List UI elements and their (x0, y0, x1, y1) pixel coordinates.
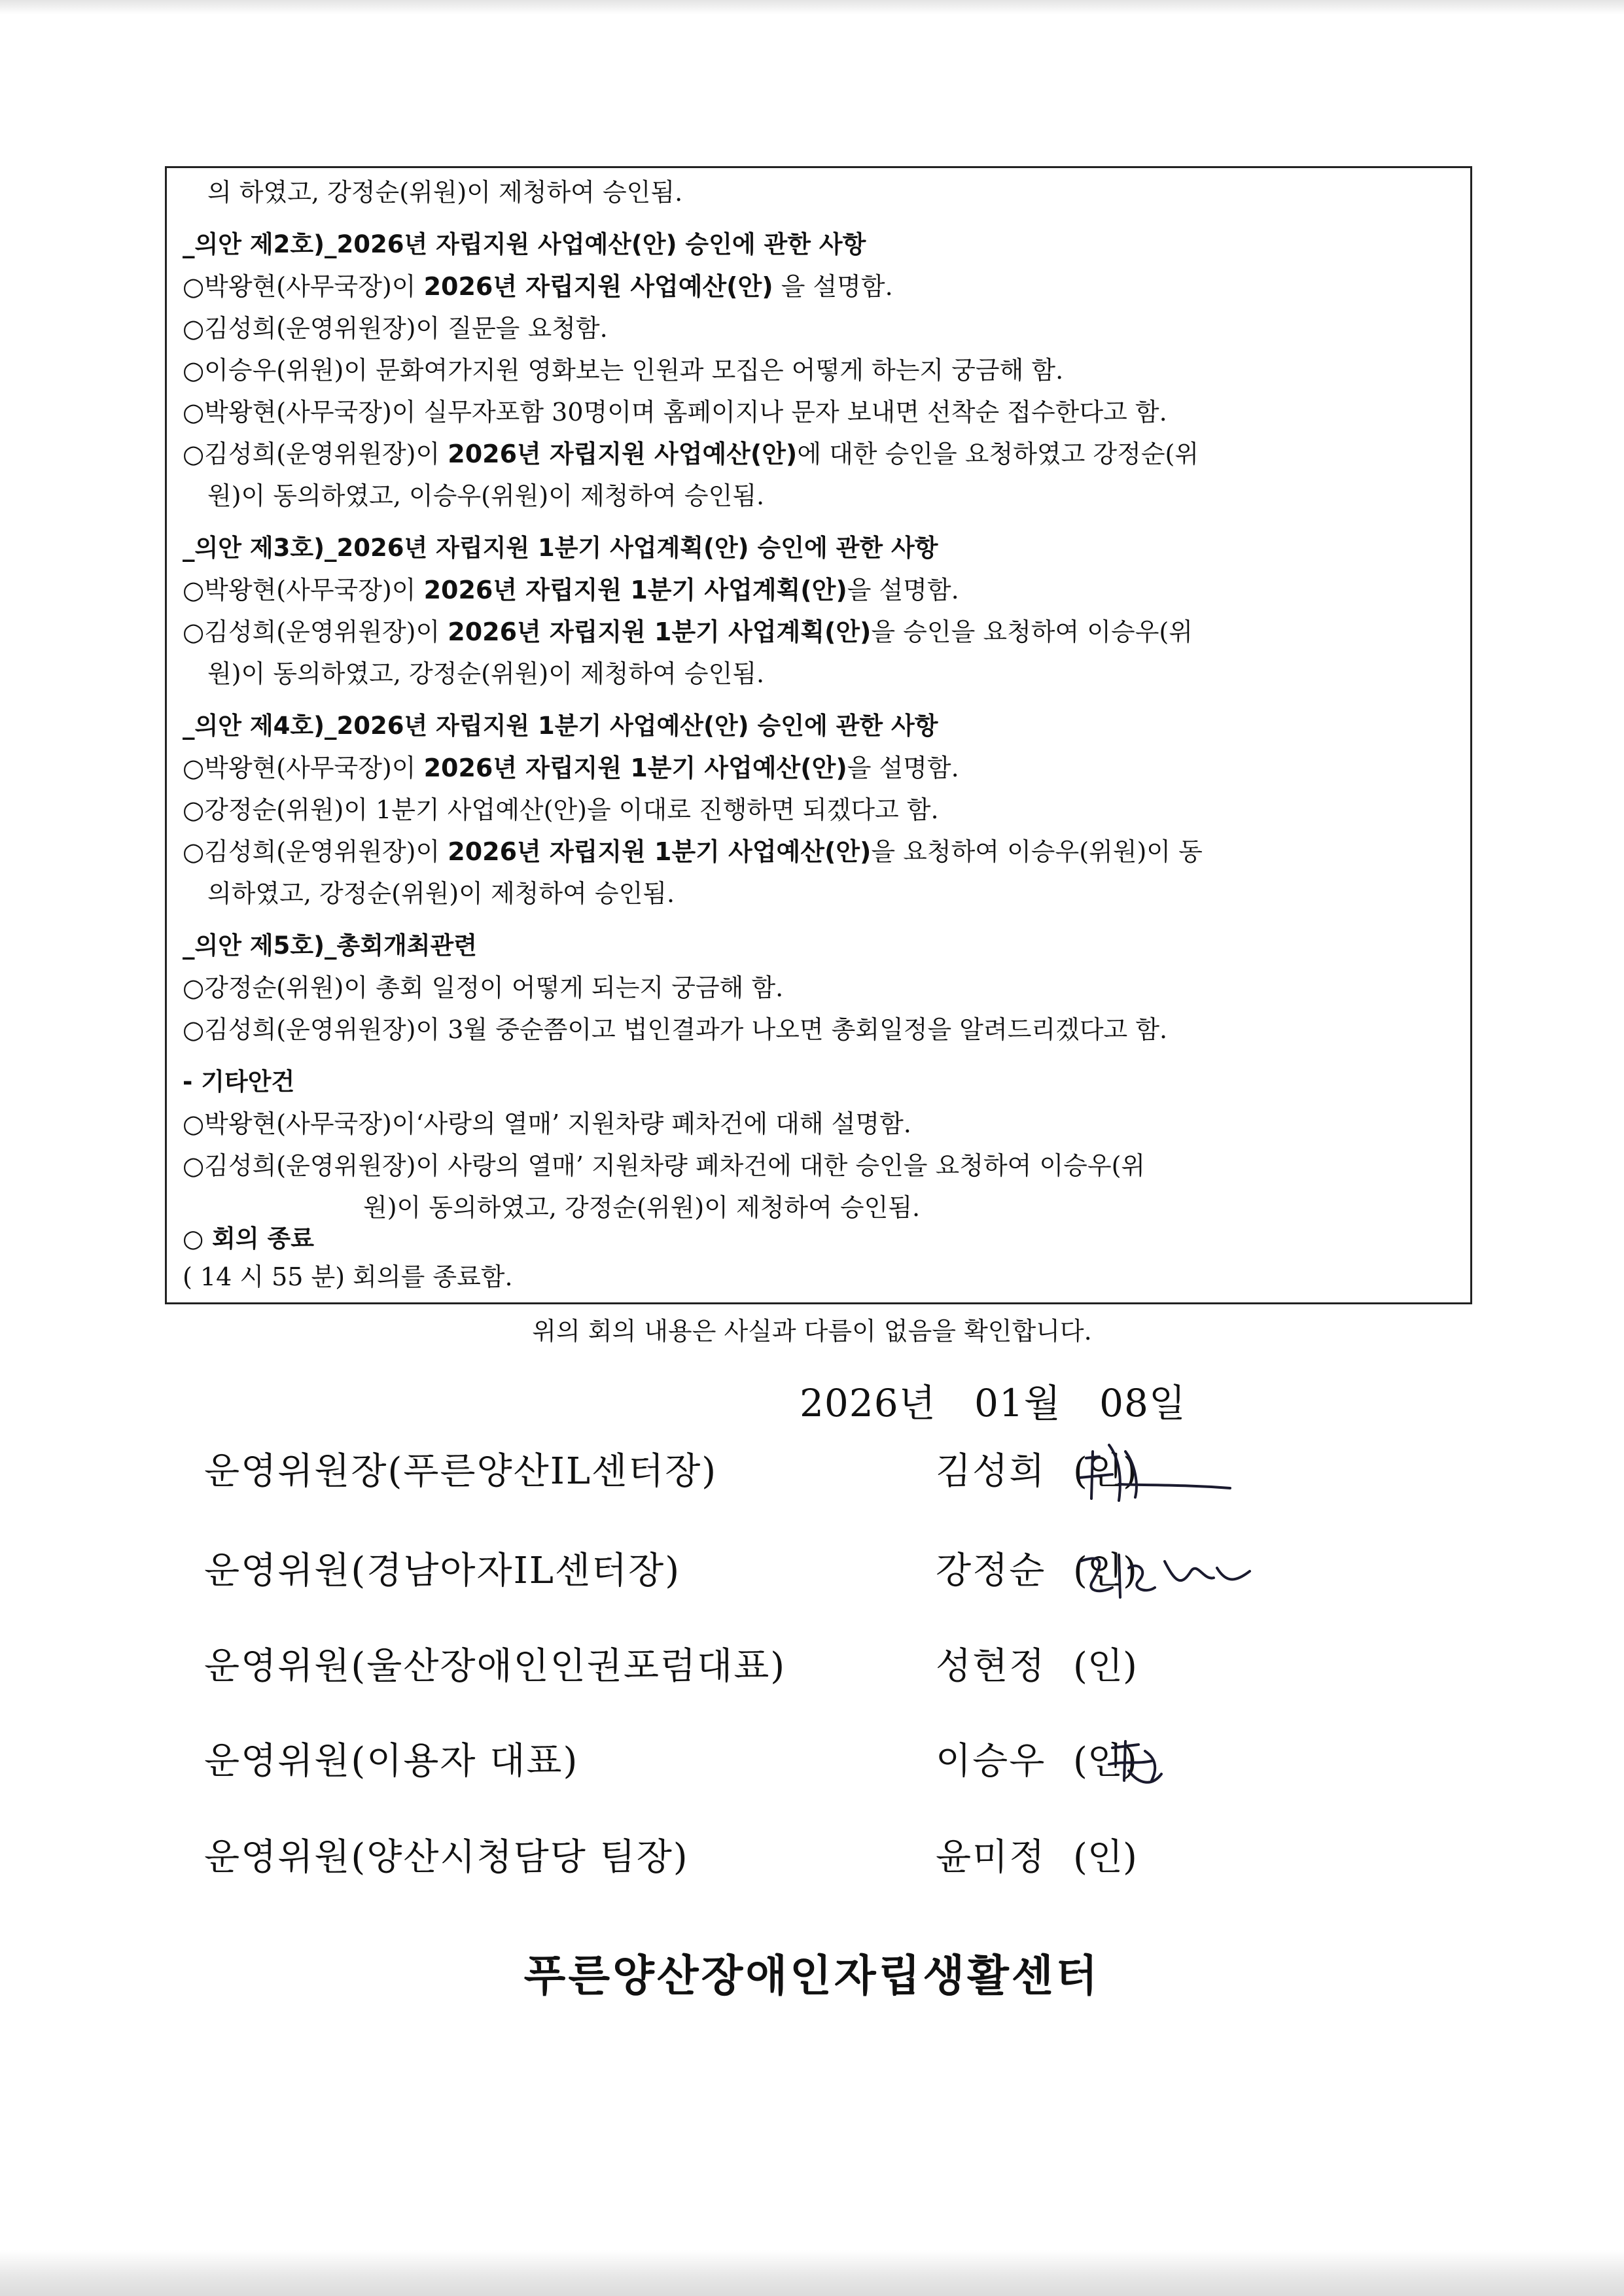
minutes-line: ○김성희(운영위원장)이 사랑의 열매’ 지원차량 폐차건에 대한 승인을 요청하여 이승우(위 (183, 1151, 1146, 1180)
signer-role: 운영위원장(푸른양산IL센터장) (204, 1450, 718, 1493)
other-heading: - 기타안건 (183, 1068, 295, 1096)
scan-top-edge (0, 0, 1624, 14)
minutes-line: ○이승우(위원)이 문화여가지원 영화보는 인원과 모집은 어떻게 하는지 궁금해 함. (183, 356, 1064, 385)
minutes-line: 원)이 동의하였고, 강정순(위원)이 제청하여 승인됨. (363, 1193, 921, 1222)
seal-mark: (인) (1073, 1836, 1137, 1879)
confirmation-statement: 위의 회의 내용은 사실과 다름이 없음을 확인합니다. (532, 1317, 1092, 1346)
minutes-line: ○김성희(운영위원장)이 3월 중순쯤이고 법인결과가 나오면 총회일정을 알려드리겠다고 함. (183, 1015, 1168, 1044)
signer-name: 김성희 (936, 1450, 1046, 1493)
handwritten-signature-4 (1099, 1735, 1171, 1794)
agenda4-heading: _의안 제4호)_2026년 자립지원 1분기 사업예산(안) 승인에 관한 사항 (183, 712, 938, 740)
signature-row (0, 1828, 1624, 1887)
minutes-line: 원)이 동의하였고, 이승우(위원)이 제청하여 승인됨. (207, 481, 765, 510)
seal-mark: (인) (1073, 1550, 1137, 1592)
date-month: 01월 (974, 1381, 1061, 1425)
date-year: 2026년 (800, 1381, 936, 1425)
agenda3-heading: _의안 제3호)_2026년 자립지원 1분기 사업계획(안) 승인에 관한 사항 (183, 534, 938, 562)
signer-role: 운영위원(경남아자IL센터장) (204, 1550, 681, 1592)
minutes-line: ○박왕현(사무국장)이‘사랑의 열매’ 지원차량 폐차건에 대해 설명함. (183, 1109, 911, 1138)
minutes-line: ○박왕현(사무국장)이 2026년 자립지원 사업예산(안) 을 설명함. (183, 272, 893, 301)
signature-row (0, 1442, 1624, 1501)
seal-mark: (인) (1073, 1450, 1137, 1493)
scan-bottom-edge (0, 2250, 1624, 2296)
minutes-box (165, 166, 1472, 1304)
signature-row (0, 1542, 1624, 1601)
signer-name: 강정순 (936, 1550, 1046, 1592)
closing-time-line: ( 14 시 55 분) 회의를 종료함. (183, 1262, 513, 1291)
minutes-line: ○강정순(위원)이 1분기 사업예산(안)을 이대로 진행하면 되겠다고 함. (183, 795, 939, 824)
minutes-line: 원)이 동의하였고, 강정순(위원)이 제청하여 승인됨. (207, 659, 765, 688)
minutes-line: 의 하였고, 강정순(위원)이 제청하여 승인됨. (207, 178, 683, 207)
seal-mark: (인) (1073, 1740, 1137, 1783)
minutes-line: ○김성희(운영위원장)이 2026년 자립지원 1분기 사업계획(안)을 승인을 요청하여 이승우(위 (183, 617, 1193, 646)
signer-role: 운영위원(양산시청담당 팀장) (204, 1836, 689, 1879)
agenda5-heading: _의안 제5호)_총회개최관련 (183, 931, 477, 960)
seal-mark: (인) (1073, 1645, 1137, 1688)
minutes-line: 의하였고, 강정순(위원)이 제청하여 승인됨. (207, 879, 675, 908)
handwritten-signature-1 (1073, 1438, 1243, 1510)
minutes-line: ○박왕현(사무국장)이 2026년 자립지원 1분기 사업예산(안)을 설명함. (183, 754, 959, 782)
agenda2-heading: _의안 제2호)_2026년 자립지원 사업예산(안) 승인에 관한 사항 (183, 230, 866, 258)
minutes-line: ○김성희(운영위원장)이 2026년 자립지원 사업예산(안)에 대한 승인을 요청하였고 강정순(위 (183, 440, 1199, 468)
minutes-line: ○김성희(운영위원장)이 질문을 요청함. (183, 314, 608, 343)
minutes-line: ○박왕현(사무국장)이 실무자포함 30명이며 홈페이지나 문자 보내면 선착순 접수한다고 함. (183, 398, 1167, 426)
signature-row (0, 1732, 1624, 1791)
minutes-line: ○강정순(위원)이 총회 일정이 어떻게 되는지 궁금해 함. (183, 973, 784, 1002)
minutes-line: ○박왕현(사무국장)이 2026년 자립지원 1분기 사업계획(안)을 설명함. (183, 576, 959, 604)
signature-row (0, 1637, 1624, 1696)
meeting-date (800, 1380, 1186, 1426)
handwritten-signature-2 (1067, 1542, 1256, 1607)
signer-name: 윤미정 (936, 1836, 1046, 1879)
signer-role: 운영위원(이용자 대표) (204, 1740, 579, 1783)
signer-role: 운영위원(울산장애인인권포럼대표) (204, 1645, 786, 1688)
closing-heading: ○ 회의 종료 (183, 1225, 315, 1253)
date-day: 08일 (1099, 1381, 1186, 1425)
signer-name: 이승우 (936, 1740, 1046, 1783)
minutes-line: ○김성희(운영위원장)이 2026년 자립지원 1분기 사업예산(안)을 요청하여 이승우(위원)이 동 (183, 837, 1203, 866)
signer-name: 성현정 (936, 1645, 1046, 1688)
organization-name: 푸른양산장애인자립생활센터 (523, 1950, 1101, 2001)
